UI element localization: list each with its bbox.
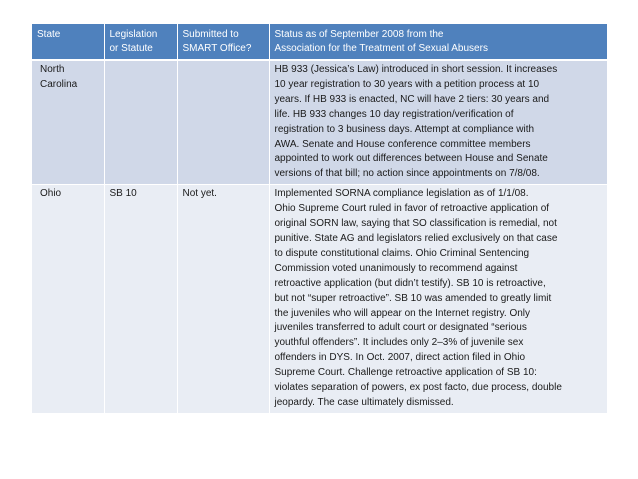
table-row-ohio [32,185,607,414]
header-legislation: Legislation or Statute [104,24,177,60]
cell-legislation [104,60,177,185]
cell-legislation: SB 10 [104,185,177,414]
cell-status: HB 933 (Jessica’s Law) introduced in short session. It increases 10 year registration to 30 years with a petition process at 10 years. If HB 933 is enacted, NC will have 2 tiers: 30 years and life. HB 933 changes 10 day registration/verification of registration to 3 business days. Attempt at compliance with AWA. Senate and House conference committee members appointed to work out differences between House and Senate versions of that bill; no action since appointments on 7/8/08. [269,60,607,185]
state-status-table [32,24,607,414]
cell-state: North Carolina [32,60,104,185]
cell-submitted: Not yet. [177,185,269,414]
header-submitted: Submitted to SMART Office? [177,24,269,60]
table-row-north-carolina [32,60,607,185]
header-state: State [32,24,104,60]
cell-status: Implemented SORNA compliance legislation as of 1/1/08. Ohio Supreme Court ruled in favor of retroactive application of original SORN law, saying that SO classification is remedial, not punitive. State AG and legislators relied exclusively on that case to dispute constitutional claims. Ohio Criminal Sentencing Commission voted unanimously to recommend against retroactive application (but didn’t testify). SB 10 is retroactive, but not “super retroactive”. SB 10 was amended to greatly limit the juveniles who will appear on the Internet registry. Only juveniles transferred to adult court or designated “serious youthful offenders”. It includes only 2–3% of juvenile sex offenders in DYS. In Oct. 2007, direct action filed in Ohio Supreme Court. Challenge retroactive application of SB 10: violates separation of powers, ex post facto, due process, double jeopardy. The case ultimately dismissed. [269,185,607,414]
header-status: Status as of September 2008 from the Association for the Treatment of Sexual Abusers [269,24,607,60]
table-header-row [32,24,607,60]
cell-submitted [177,60,269,185]
cell-state: Ohio [32,185,104,414]
